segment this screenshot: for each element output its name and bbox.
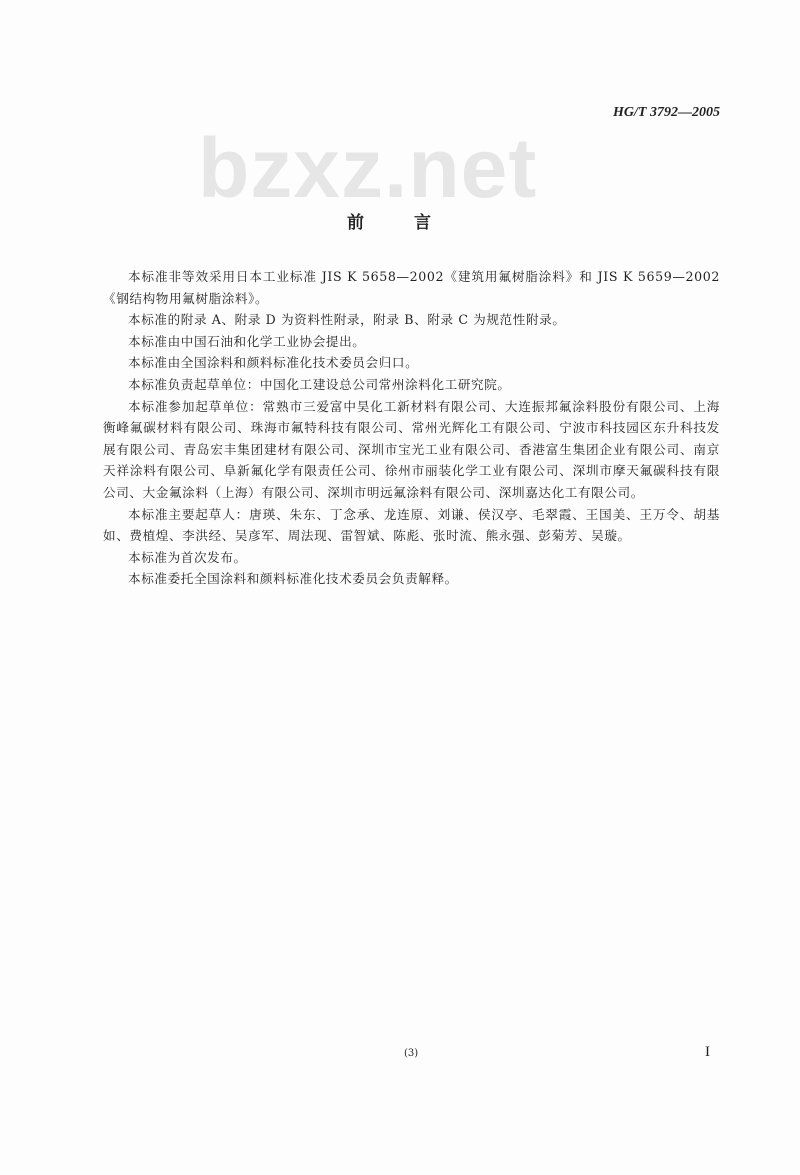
paragraph: 本标准委托全国涂料和颜料标准化技术委员会负责解释。 [128,571,458,587]
paragraph: 本标准的附录 A、附录 D 为资料性附录，附录 B、附录 C 为规范性附录。 [128,312,566,328]
paragraph: 本标准由全国涂料和颜料标准化技术委员会归口。 [128,355,419,371]
page-title: 前 言 [347,213,453,233]
paragraph: 本标准负责起草单位：中国化工建设总公司常州涂料化工研究院。 [128,376,511,392]
paragraph: 本标准由中国石油和化学工业协会提出。 [128,333,366,349]
watermark: bzxz.net [198,121,538,215]
paragraph: 本标准为首次发布。 [128,549,247,565]
paragraph: 本标准主要起草人：唐瑛、朱东、丁念承、龙连原、刘谦、侯汉亭、毛翠霞、王国美、王万令、胡基如、费植煌、李洪经、吴彦军、周法现、雷智斌、陈彪、张时流、熊永强、彭菊芳、吴璇。 [103,506,720,544]
page-number: I [705,1044,710,1060]
paragraph: 本标准参加起草单位：常熟市三爱富中昊化工新材料有限公司、大连振邦氟涂料股份有限公司、上海衡峰氟碳材料有限公司、珠海市氟特科技有限公司、常州光辉化工有限公司、宁波市科技园区东升科技发展有限公司、青岛宏丰集团建材有限公司、深圳市宝光工业有限公司、香港富生集团企业有限公司、南京天祥涂料有限公司、阜新氟化学有限责任公司、徐州市丽装化学工业有限公司、深圳市摩天氟碳科技有限公司、大金氟涂料（上海）有限公司、深圳市明远氟涂料有限公司、深圳嘉达化工有限公司。 [103,398,720,500]
standard-code: HG/T 3792—2005 [613,105,720,120]
foreword-body [103,266,720,590]
page-marker: (3) [404,1048,419,1059]
paragraph: 本标准非等效采用日本工业标准 JIS K 5658—2002《建筑用氟树脂涂料》和 JIS K 5659—2002《钢结构物用氟树脂涂料》。 [103,269,720,306]
